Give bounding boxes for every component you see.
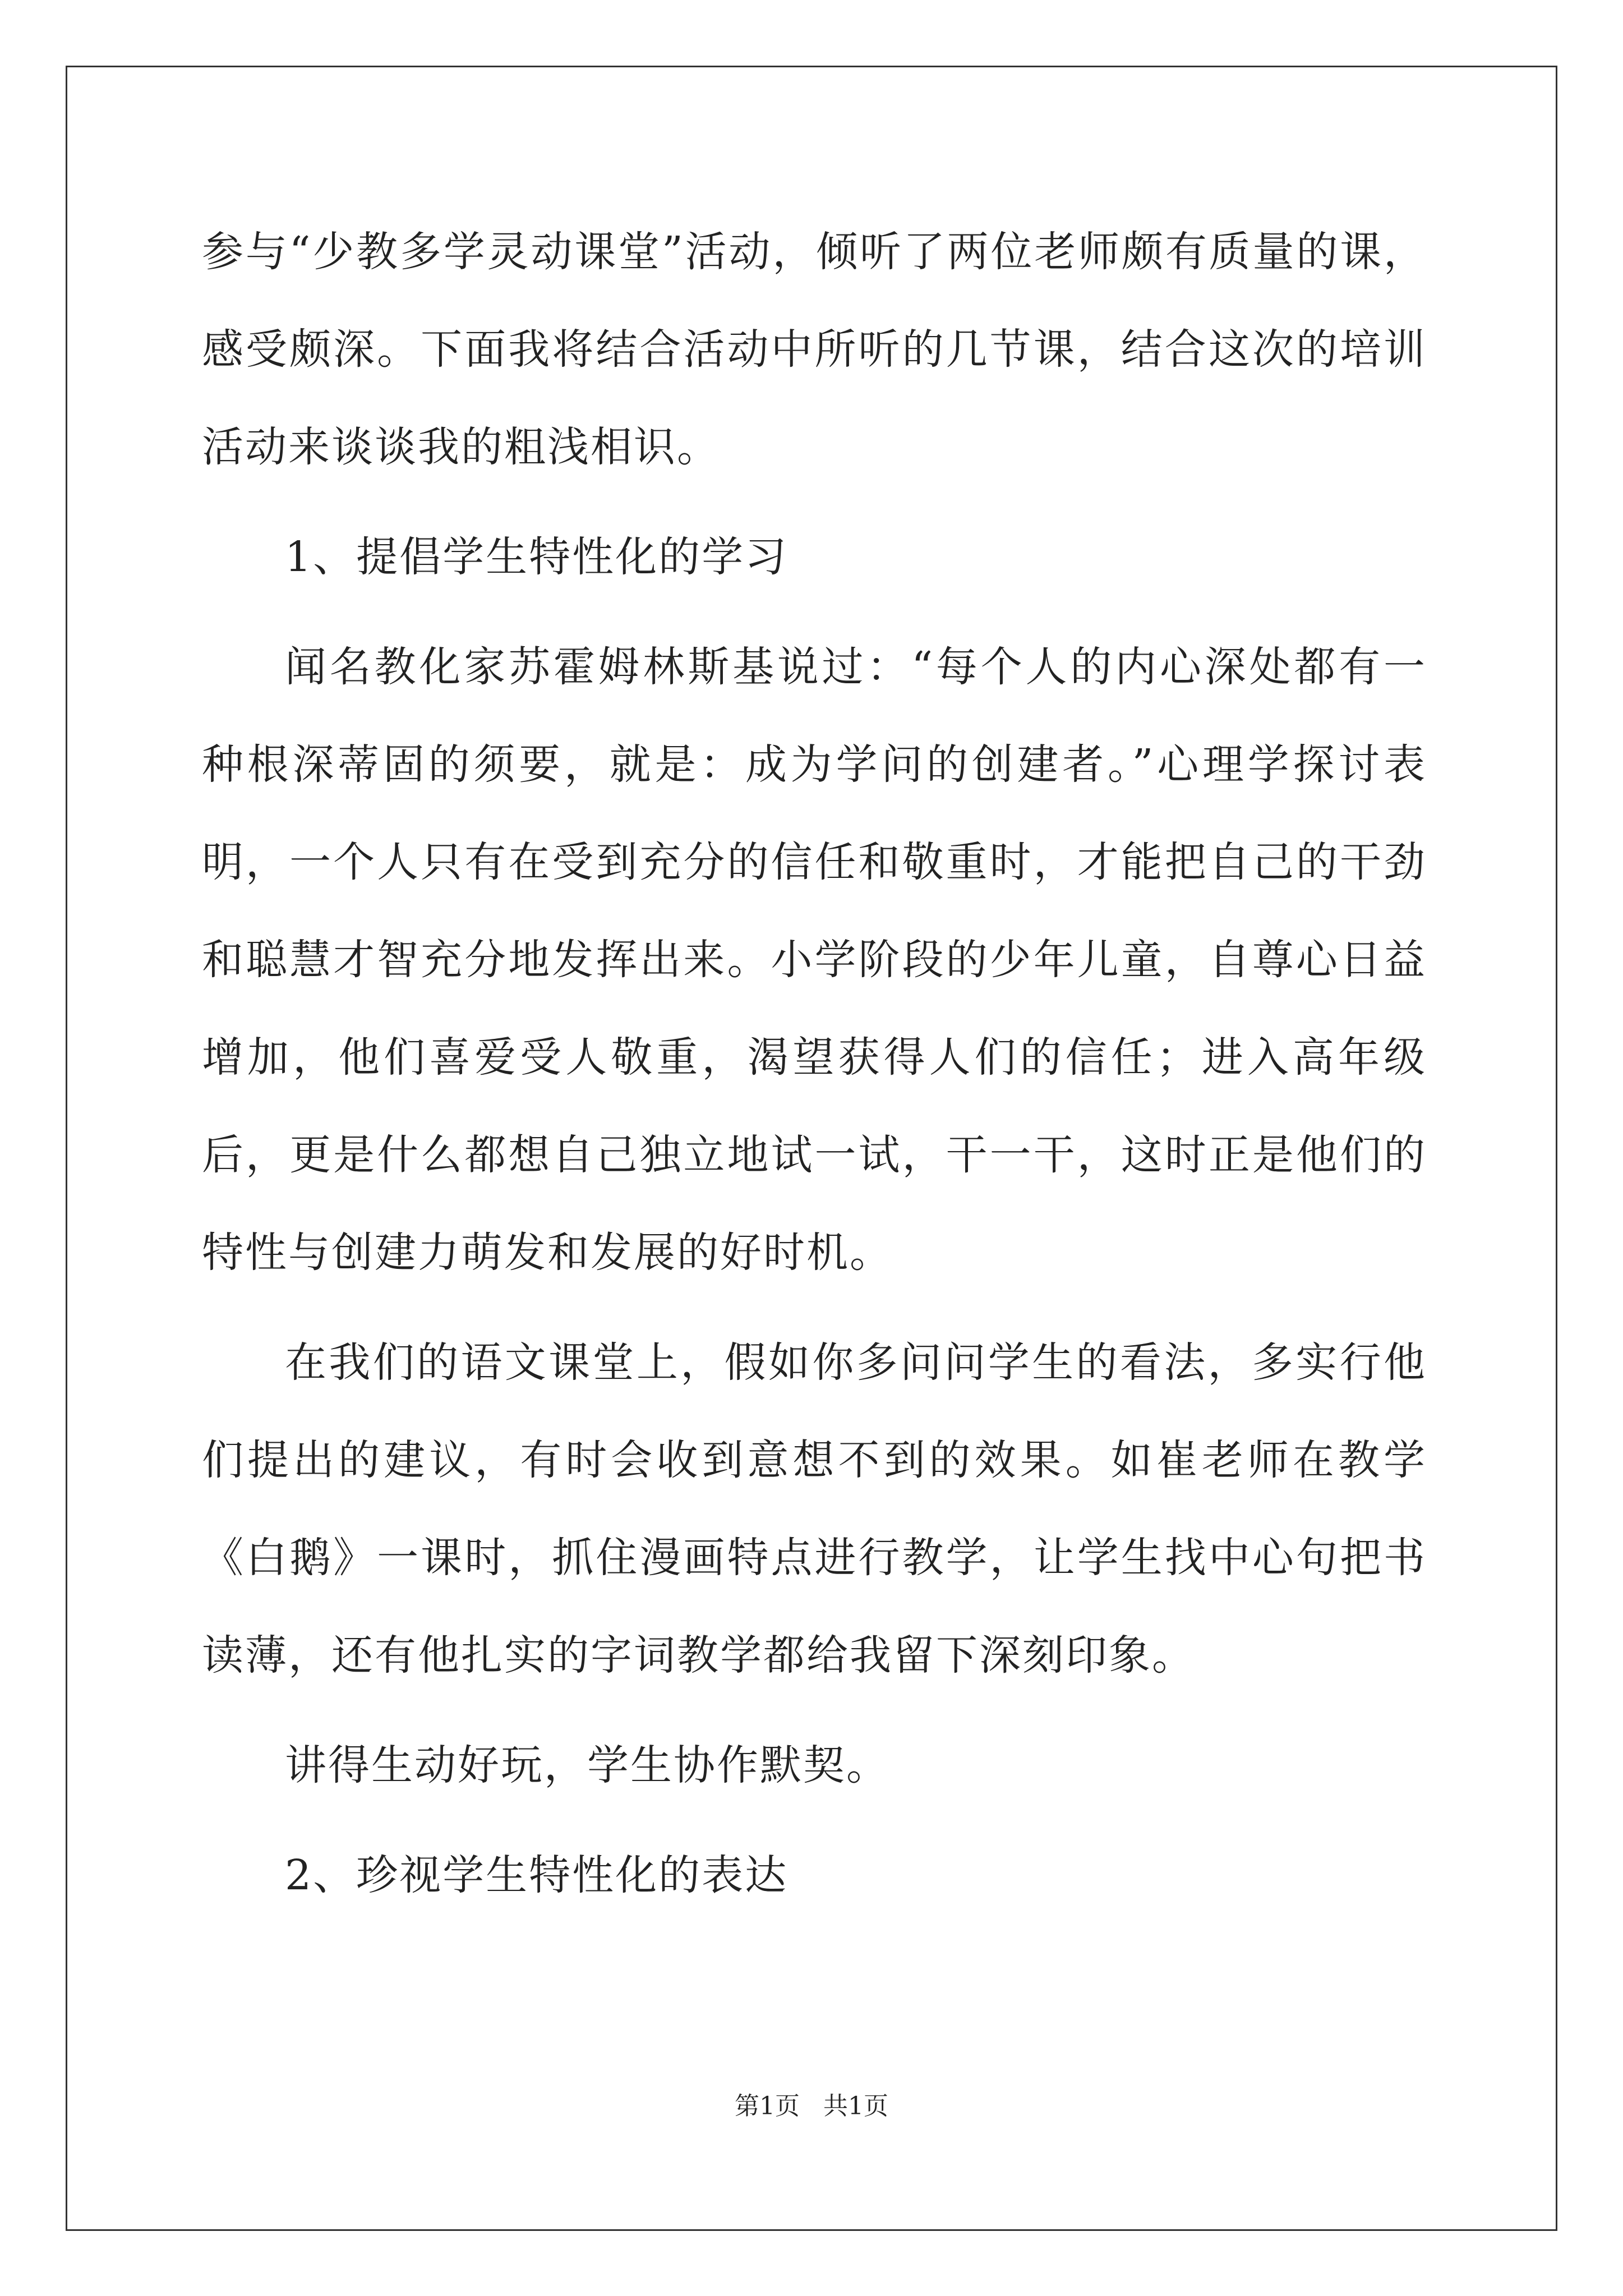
document-body [202,203,1427,1936]
page-number: 第1页 共1页 [735,2092,888,2120]
heading-1: 1、提倡学生特性化的学习 [285,533,789,581]
paragraph-intro: 参与“少教多学灵动课堂”活动，倾听了两位老师颇有质量的课，感受颇深。下面我将结合活动中所听的几节课，结合这次的培训活动来谈谈我的粗浅相识。 [202,228,1427,471]
paragraph-short: 讲得生动好玩，学生协作默契。 [285,1741,889,1789]
paragraph-example: 在我们的语文课堂上，假如你多问问学生的看法，多实行他们提出的建议，有时会收到意想不到的效果。如崔老师在教学《白鹅》一课时，抓住漫画特点进行教学，让学生找中心句把书读薄，还有他扎实的字词教学都给我留下深刻印象。 [202,1338,1427,1680]
heading-2: 2、珍视学生特性化的表达 [285,1851,789,1899]
paragraph-quote: 闻名教化家苏霍姆林斯基说过：“每个人的内心深处都有一种根深蒂固的须要，就是：成为学问的创建者。”心理学探讨表明，一个人只有在受到充分的信任和敬重时，才能把自己的干劲和聪慧才智充分地发挥出来。小学阶段的少年儿童，自尊心日益增加，他们喜爱受人敬重，渴望获得人们的信任；进入高年级后，更是什么都想自己独立地试一试，干一干，这时正是他们的特性与创建力萌发和发展的好时机。 [202,643,1427,1277]
